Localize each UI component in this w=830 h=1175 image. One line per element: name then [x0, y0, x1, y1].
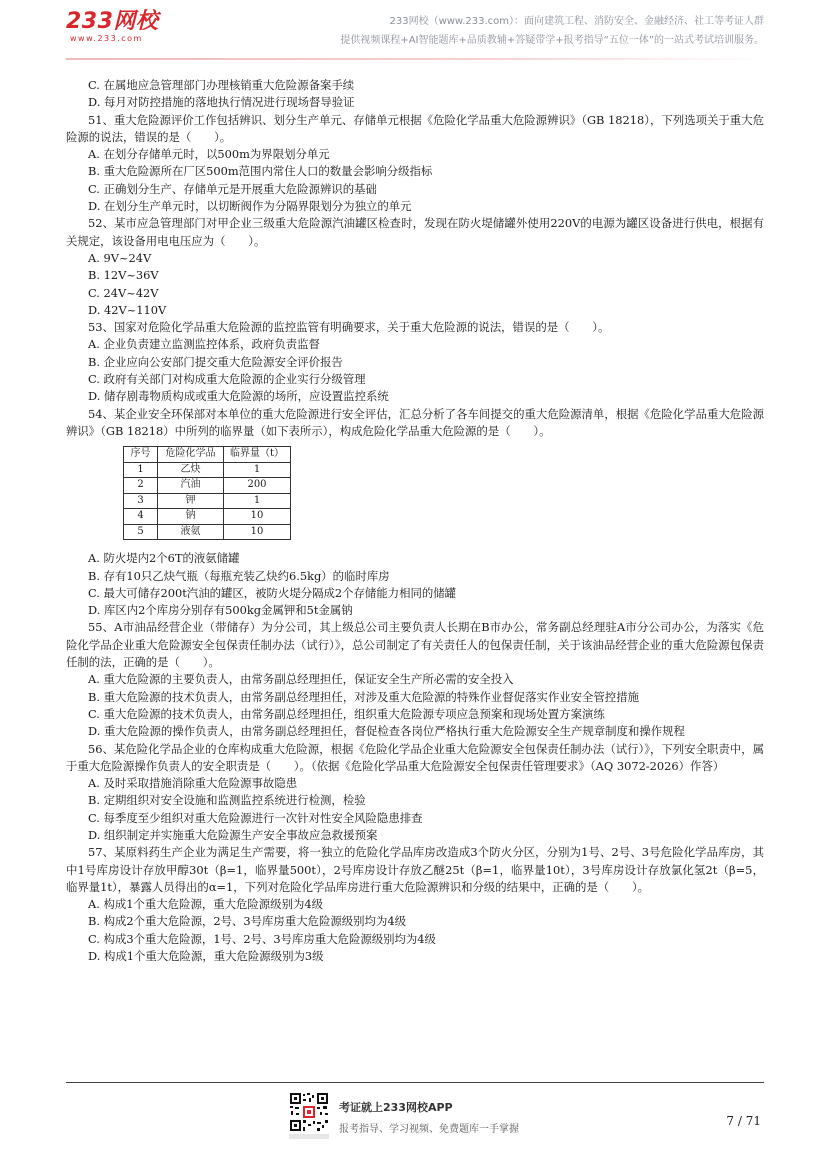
- table-header-cell: 序号: [124, 447, 158, 463]
- table-row: [124, 478, 291, 494]
- table-header-cell: 临界量（t）: [224, 447, 291, 463]
- question-stem: 52、某市应急管理部门对甲企业三级重大危险源汽油罐区检查时，发现在防火堤储罐外使用220V的电源为罐区设备进行供电，根据有关规定，该设备用电电压应为（ ）。: [66, 216, 764, 248]
- table-row: [124, 524, 291, 540]
- answer-option: D. 每月对防控措施的落地执行情况进行现场督导验证: [88, 95, 355, 110]
- table-row: [124, 509, 291, 525]
- critical-quantity-table: [123, 446, 291, 540]
- table-cell: 10: [224, 524, 291, 540]
- answer-option: C. 最大可储存200t汽油的罐区，被防火堤分隔成2个存储能力相同的储罐: [88, 585, 457, 600]
- table-row: [124, 462, 291, 478]
- qr-code-icon[interactable]: [289, 1092, 329, 1140]
- table-cell: 1: [124, 462, 158, 478]
- question-stem: 56、某危险化学品企业的仓库构成重大危险源，根据《危险化学品企业重大危险源安全包保责任制办法（试行）》，下列安全职责中，属于重大危险源操作负责人的安全职责是（ ）。（依据《危险化学品重大危险源安全包保责任管理要求》（AQ 3072-2026）作答）: [66, 741, 764, 773]
- footer-subtitle: 报考指导、学习视频、免费题库一手掌握: [339, 1124, 519, 1135]
- answer-option: C. 24V~42V: [88, 285, 159, 300]
- table-cell: 汽油: [158, 478, 224, 494]
- table-cell: 钾: [158, 493, 224, 509]
- table-cell: 乙炔: [158, 462, 224, 478]
- answer-option: A. 9V~24V: [88, 250, 152, 265]
- answer-option: D. 组织制定并实施重大危险源生产安全事故应急救援预案: [88, 827, 378, 842]
- brand-logo[interactable]: [66, 10, 158, 44]
- answer-option: B. 12V~36V: [88, 268, 159, 283]
- header-divider: [66, 58, 764, 60]
- table-header-row: [124, 447, 291, 463]
- page-header: [0, 0, 830, 58]
- header-tagline: [340, 12, 764, 50]
- answer-option: C. 在属地应急管理部门办理核销重大危险源备案手续: [88, 78, 355, 92]
- page-current: 7: [726, 1114, 735, 1128]
- answer-option: C. 重大危险源的技术负责人，由常务副总经理担任，组织重大危险源专项应急预案和现场处置方案演练: [88, 706, 605, 721]
- table-cell: 液氨: [158, 524, 224, 540]
- table-cell: 3: [124, 493, 158, 509]
- answer-option: C. 构成3个重大危险源，1号、2号、3号库房重大危险源级别均为4级: [88, 931, 436, 946]
- answer-option: B. 企业应向公安部门提交重大危险源安全评价报告: [88, 354, 343, 369]
- question-stem: 51、重大危险源评价工作包括辨识、划分生产单元、存储单元根据《危险化学品重大危险源辨识》（GB 18218），下列选项关于重大危险源的说法，错误的是（ ）。: [66, 112, 764, 144]
- question-stem: 53、国家对危险化学品重大危险源的监控监管有明确要求，关于重大危险源的说法，错误的是（ ）。: [88, 320, 610, 335]
- question-stem: 54、某企业安全环保部对本单位的重大危险源进行安全评估，汇总分析了各车间提交的重大危险源清单，根据《危险化学品重大危险源辨识》（GB 18218）中所列的临界量（如下表所示），构成危险化学品重大危险源的是（ ）。: [66, 406, 764, 438]
- answer-option: B. 重大危险源的技术负责人，由常务副总经理担任，对涉及重大危险源的特殊作业督促落实作业安全管控措施: [88, 689, 639, 704]
- answer-option: D. 42V~110V: [88, 302, 167, 317]
- answer-option: D. 储存剧毒物质构成或重大危险源的场所，应设置监控系统: [88, 389, 389, 404]
- table-cell: 1: [224, 493, 291, 509]
- answer-option: D. 在划分生产单元时，以切断阀作为分隔界限划分为独立的单元: [88, 199, 412, 214]
- answer-option: C. 正确划分生产、存储单元是开展重大危险源辨识的基础: [88, 181, 377, 196]
- answer-option: A. 构成1个重大危险源，重大危险源级别为4级: [88, 897, 323, 912]
- table-cell: 2: [124, 478, 158, 494]
- page-separator: /: [737, 1114, 742, 1128]
- page-number: [726, 1114, 761, 1128]
- table-cell: 10: [224, 509, 291, 525]
- table-cell: 钠: [158, 509, 224, 525]
- table-header-cell: 危险化学品: [158, 447, 224, 463]
- answer-option: A. 重大危险源的主要负责人，由常务副总经理担任，保证安全生产所必需的安全投入: [88, 672, 514, 687]
- question-stem: 57、某原料药生产企业为满足生产需要，将一独立的危险化学品库房改造成3个防火分区，分别为1号、2号、3号危险化学品库房，其中1号库房设计存放甲醇30t（β=1，临界量500t），2号库房设计存放乙醚25t（β=1，临界量10t），3号库房设计存放氯化氢2t（β=5，临界量1t），暴露人员得出的α=1，下列对危险化学品库房进行重大危险源辨识和分级的结果中，正确的是（ ）。: [66, 845, 764, 894]
- answer-option: A. 在划分存储单元时，以500m为界限划分单元: [88, 147, 330, 162]
- answer-option: B. 构成2个重大危险源，2号、3号库房重大危险源级别均为4级: [88, 914, 406, 929]
- table-row: [124, 493, 291, 509]
- logo-url: www.233.com: [70, 34, 143, 43]
- answer-option: D. 重大危险源的操作负责人，由常务副总经理担任，督促检查各岗位严格执行重大危险源安全生产规章制度和操作规程: [88, 724, 685, 739]
- footer-promo: [339, 1100, 519, 1139]
- answer-option: C. 每季度至少组织对重大危险源进行一次针对性安全风险隐患排查: [88, 810, 423, 825]
- question-block-2: [66, 550, 764, 965]
- critical-quantity-table-wrap: [66, 446, 764, 540]
- answer-option: D. 构成1个重大危险源，重大危险源级别为3级: [88, 949, 324, 964]
- logo-text: 233网校: [66, 9, 159, 34]
- footer-divider: [66, 1082, 764, 1083]
- footer-title: 考证就上233网校APP: [339, 1101, 453, 1114]
- answer-option: A. 企业负责建立监测监控体系，政府负责监督: [88, 337, 320, 352]
- tagline-line-2: 提供视频课程+AI智能题库+品质教辅+答疑带学+报考指导“五位一体”的一站式考试培训服务。: [340, 35, 764, 46]
- table-cell: 4: [124, 509, 158, 525]
- table-cell: 5: [124, 524, 158, 540]
- answer-option: A. 及时采取措施消除重大危险源事故隐患: [88, 776, 298, 791]
- answer-option: B. 存有10只乙炔气瓶（每瓶充装乙炔约6.5kg）的临时库房: [88, 568, 390, 583]
- answer-option: A. 防火堤内2个6T的液氨储罐: [88, 551, 240, 566]
- answer-option: D. 库区内2个库房分别存有500kg金属钾和5t金属钠: [88, 603, 353, 618]
- question-block-1: [66, 77, 764, 440]
- document-body: [66, 77, 764, 965]
- question-stem: 55、A市油品经营企业（带储存）为分公司，其上级总公司主要负责人长期在B市办公，常务副总经理驻A市分公司办公，为落实《危险化学品企业重大危险源安全包保责任制办法（试行）》，总公司制定了有关责任人的包保责任制，关于该油品经营企业的重大危险源包保责任制的法，正确的是（ ）。: [66, 620, 764, 670]
- answer-option: B. 定期组织对安全设施和监测监控系统进行检测，检验: [88, 793, 366, 808]
- table-cell: 1: [224, 462, 291, 478]
- table-cell: 200: [224, 478, 291, 494]
- tagline-line-1: 233网校（www.233.com）：面向建筑工程、消防安全、金融经济、社工等考证人群: [389, 16, 764, 27]
- answer-option: B. 重大危险源所在厂区500m范围内常住人口的数量会影响分级指标: [88, 164, 433, 179]
- page-total: 71: [745, 1114, 761, 1128]
- answer-option: C. 政府有关部门对构成重大危险源的企业实行分级管理: [88, 372, 366, 387]
